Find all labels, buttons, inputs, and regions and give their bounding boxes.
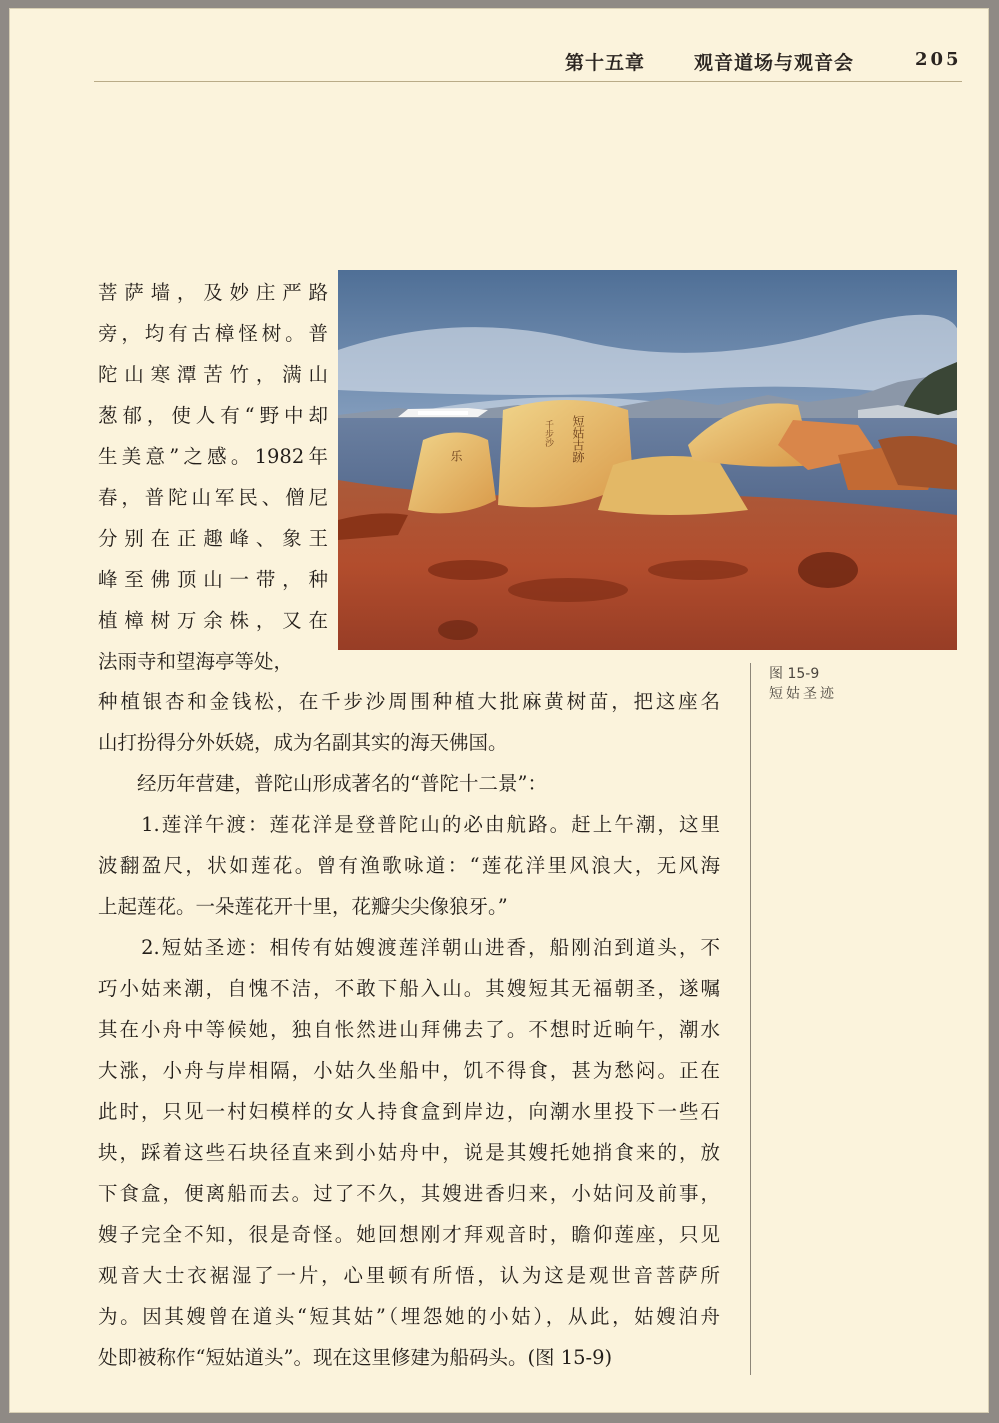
text-line: 其在小舟中等候她，独自怅然进山拜佛去了。不想时近晌午，潮水	[98, 1018, 720, 1041]
text-line: 下食盒，便离船而去。过了不久，其嫂进香归来，小姑问及前事，	[98, 1182, 720, 1205]
text-line: 山打扮得分外妖娆，成为名副其实的海天佛国。	[98, 731, 508, 754]
text-line: 处即被称作“短姑道头”。现在这里修建为船码头。(图 15-9)	[98, 1346, 613, 1369]
page-number: 205	[915, 49, 962, 70]
chapter-title: 观音道场与观音会	[694, 52, 855, 74]
text-line: 菩萨墙，及妙庄严路	[98, 281, 328, 304]
text-line: 上起莲花。一朵莲花开十里，花瓣尖尖像狼牙。”	[98, 895, 508, 918]
text-line: 大涨，小舟与岸相隔，小姑久坐船中，饥不得食，甚为愁闷。正在	[98, 1059, 720, 1082]
text-line: 波翻盈尺，状如莲花。曾有渔歌咏道：“莲花洋里风浪大，无风海	[98, 854, 720, 877]
figure-caption	[769, 664, 959, 704]
text-line: 春，普陀山军民、僧尼	[98, 486, 328, 509]
text-line: 此时，只见一村妇模样的女人持食盒到岸边，向潮水里投下一些石	[98, 1100, 720, 1123]
text-line: 旁，均有古樟怪树。普	[98, 322, 328, 345]
body-text-beside-figure	[98, 272, 328, 682]
figure-photo	[338, 270, 957, 650]
inscription-small: 千步沙	[543, 420, 553, 447]
figure-caption-text: 短姑圣迹	[769, 686, 837, 702]
text-line: 法雨寺和望海亭等处，	[98, 650, 294, 673]
text-line: 种植银杏和金钱松，在千步沙周围种植大批麻黄树苗，把这座名	[98, 690, 720, 713]
chapter-label: 第十五章	[565, 52, 646, 74]
text-line: 峰至佛顶山一带，种	[98, 568, 328, 591]
book-page	[9, 8, 989, 1413]
text-line: 块，踩着这些石块径直来到小姑舟中，说是其嫂托她捎食来的，放	[98, 1141, 720, 1164]
inscription-main: 短姑古跡	[571, 415, 585, 463]
text-line: 生美意”之感。1982年	[98, 445, 328, 468]
inscription-left: 乐	[449, 450, 463, 462]
text-line: 嫂子完全不知，很是奇怪。她回想刚才拜观音时，瞻仰莲座，只见	[98, 1223, 720, 1246]
figure-number: 图 15-9	[769, 666, 820, 682]
text-line: 1.莲洋午渡：莲花洋是登普陀山的必由航路。赶上午潮，这里	[98, 813, 720, 836]
text-line: 巧小姑来潮，自愧不洁，不敢下船入山。其嫂短其无福朝圣，遂嘱	[98, 977, 720, 1000]
text-line: 植樟树万余株，又在	[98, 609, 328, 632]
text-line: 为。因其嫂曾在道头“短其姑”（埋怨她的小姑），从此，姑嫂泊舟	[98, 1305, 720, 1328]
text-line: 观音大士衣裾湿了一片，心里顿有所悟，认为这是观世音菩萨所	[98, 1264, 720, 1287]
text-line: 葱郁，使人有“野中却	[98, 404, 328, 427]
margin-rule	[750, 663, 751, 1375]
running-header	[9, 48, 962, 88]
text-line: 2.短姑圣迹：相传有姑嫂渡莲洋朝山进香，船刚泊到道头，不	[98, 936, 720, 959]
body-text	[98, 681, 720, 1378]
text-line: 分别在正趣峰、象王	[98, 527, 328, 550]
header-divider	[94, 81, 962, 82]
text-line: 陀山寒潭苦竹，满山	[98, 363, 328, 386]
text-line: 经历年营建，普陀山形成著名的“普陀十二景”：	[98, 772, 547, 795]
